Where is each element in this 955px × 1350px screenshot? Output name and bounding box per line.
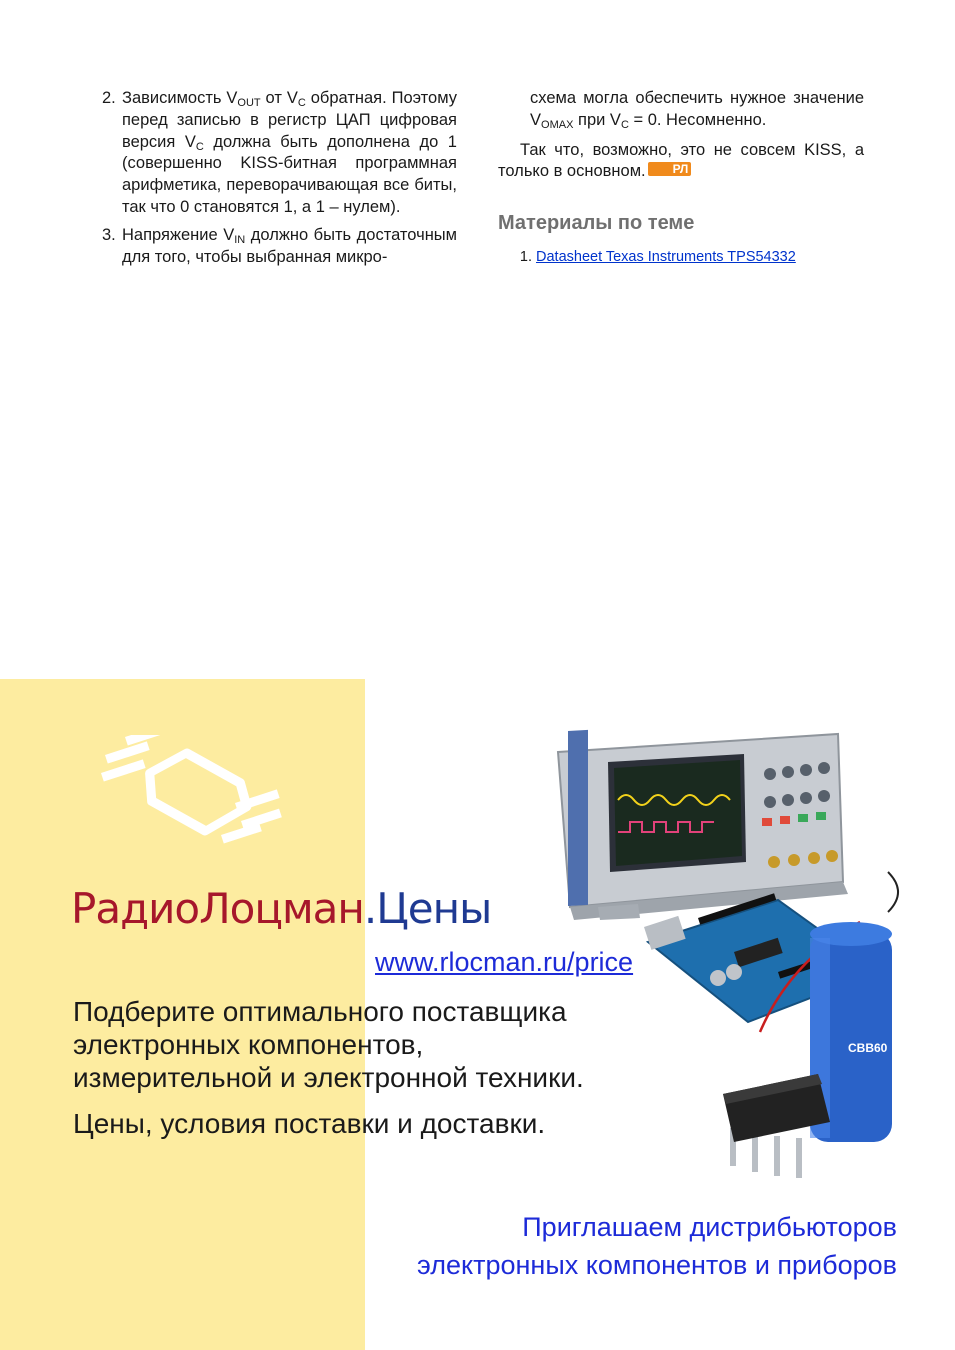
list-item-2 [100, 88, 457, 219]
materials-list-item [536, 247, 864, 269]
list-number: 2. [102, 89, 116, 107]
invite-line: Приглашаем дистрибьюторов [522, 1212, 897, 1242]
promo-text [73, 995, 584, 1094]
brand-suffix: .Цены [363, 884, 492, 933]
text-fragment: от V [260, 89, 298, 107]
materials-list [498, 247, 864, 269]
text-fragment: Зависимость V [122, 89, 238, 107]
conclusion-text: Так что, возможно, это не совсем KISS, а только в основном. [498, 140, 864, 181]
datasheet-link[interactable]: Datasheet Texas Instruments TPS54332 [536, 248, 796, 265]
promo-line: электронных компонентов, [73, 1029, 424, 1060]
subscript: IN [234, 233, 246, 246]
conclusion-paragraph [498, 140, 864, 184]
promo-line: измерительной и электронной техники. [73, 1062, 584, 1093]
text-fragment: при V [573, 110, 621, 129]
text-fragment: Напряжение V [122, 225, 235, 244]
rl-badge-icon: РЛ [648, 162, 692, 176]
list-number: 3. [102, 225, 116, 244]
products-illustration [548, 722, 918, 1192]
subscript: C [195, 140, 204, 153]
text-fragment: = 0. Несомненно. [628, 110, 767, 129]
distributor-invite [417, 1208, 897, 1284]
subscript: C [620, 118, 629, 131]
promo-conditions: Цены, условия поставки и доставки. [73, 1108, 546, 1139]
text-fragment: должно быть достаточным для того, чтобы выбранная микро- [122, 225, 458, 266]
arduino-label: UNO [801, 892, 837, 917]
subscript: C [297, 97, 306, 109]
price-url-link[interactable]: www.rlocman.ru/price [375, 947, 634, 977]
subscript: OUT [237, 97, 261, 109]
brand-name: РадиоЛоцман [71, 884, 364, 933]
article-column-right [498, 88, 864, 269]
brand-logo [71, 884, 491, 933]
list-item-3-continuation [498, 88, 864, 132]
text-fragment: схема могла обеспечить нужное значение V [530, 89, 864, 129]
subscript: OMAX [541, 118, 574, 131]
oscilloscope-icon [558, 730, 848, 920]
invite-line: электронных компонентов и приборов [417, 1250, 897, 1280]
text-fragment: должна быть дополнена до 1 (совершенно KISS-битная программная арифметика, переворачивающая все биты, так что 0 становятся 1, а 1 – нулем). [122, 132, 457, 216]
list-item-3 [100, 225, 457, 269]
article-column-left [100, 88, 457, 274]
materials-heading: Материалы по теме [498, 212, 695, 235]
text-fragment: обратная. Поэтому перед записью в регистр ЦАП цифровая версия V [122, 89, 457, 151]
capacitor-label: CBB60 [848, 1041, 888, 1055]
chip-logo-icon [95, 735, 285, 855]
promo-line: Подберите оптимального поставщика [73, 996, 567, 1027]
